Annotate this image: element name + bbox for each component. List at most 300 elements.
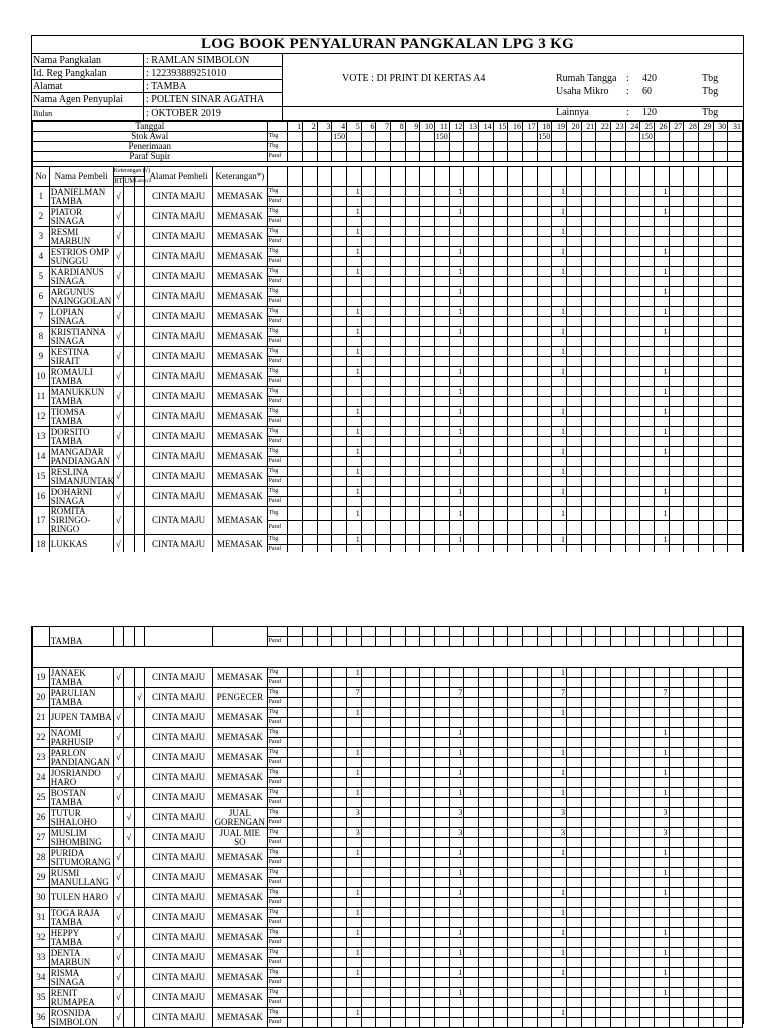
table-cell	[728, 778, 743, 788]
table-cell	[391, 818, 406, 828]
table-cell	[113, 627, 123, 647]
rt-check: √	[113, 888, 123, 908]
table-cell	[391, 427, 406, 437]
tbg-label: Tbg	[267, 728, 288, 738]
table-cell	[303, 497, 318, 507]
table-cell	[669, 397, 684, 407]
buyer-name: MUSLIM SIHOMBING	[49, 828, 113, 848]
table-cell	[684, 227, 699, 237]
table-cell	[405, 678, 420, 688]
table-cell	[508, 377, 523, 387]
table-cell	[581, 347, 596, 357]
buyer-name: RESLINA SIMANJUNTAK	[50, 466, 115, 486]
table-cell	[347, 417, 362, 427]
table-cell	[405, 627, 420, 637]
table-cell	[361, 417, 376, 427]
table-cell	[391, 317, 406, 327]
buyer-name: ROMITA SIRINGO-RINGO	[49, 507, 113, 535]
table-cell	[581, 487, 596, 497]
table-cell	[303, 507, 318, 521]
table-cell	[435, 167, 450, 187]
table-cell	[640, 535, 655, 545]
table-cell	[435, 888, 450, 898]
table-cell	[625, 678, 640, 688]
tube-count: 1	[347, 708, 362, 718]
table-cell	[537, 988, 552, 998]
buyer-name: DANIELMAN TAMBA	[49, 187, 113, 207]
table-cell	[552, 287, 567, 297]
table-cell	[537, 708, 552, 718]
table-cell	[566, 708, 581, 718]
table-cell	[464, 688, 479, 698]
table-cell	[522, 217, 537, 227]
table-cell	[493, 698, 508, 708]
table-cell	[698, 637, 713, 647]
table-cell	[537, 467, 552, 477]
table-cell	[493, 207, 508, 217]
table-cell	[522, 627, 537, 637]
table-cell	[420, 748, 435, 758]
table-cell	[581, 938, 596, 948]
tube-count: 1	[654, 788, 669, 798]
table-cell	[581, 277, 596, 287]
table-cell	[566, 908, 581, 918]
buyer-name: BOSTAN TAMBA	[49, 788, 113, 808]
table-cell	[522, 477, 537, 487]
table-cell	[596, 637, 611, 647]
stok-awal-value: 150	[538, 132, 551, 141]
table-cell	[405, 152, 420, 162]
table-cell	[669, 347, 684, 357]
table-cell	[332, 277, 347, 287]
table-cell	[508, 427, 523, 437]
table-cell	[303, 397, 318, 407]
table-cell	[376, 467, 391, 477]
tube-count: 1	[449, 287, 464, 297]
tube-count: 1	[449, 948, 464, 958]
table-cell	[288, 798, 303, 808]
table-cell	[728, 197, 743, 207]
table-cell	[391, 327, 406, 337]
table-cell	[684, 1008, 699, 1018]
table-cell	[640, 768, 655, 778]
table-cell	[493, 497, 508, 507]
table-cell	[449, 497, 464, 507]
table-cell	[479, 467, 494, 477]
row-number: 22	[33, 728, 50, 748]
buyer-name: ROSNIDA SIMBOLON	[49, 1008, 113, 1028]
table-row	[33, 928, 743, 938]
table-cell	[610, 637, 625, 647]
table-cell	[347, 698, 362, 708]
summary-value: 420	[642, 73, 657, 84]
table-cell	[669, 247, 684, 257]
table-cell	[347, 297, 362, 307]
paraf-label: Paraf	[267, 918, 288, 928]
table-cell	[537, 818, 552, 828]
table-cell	[684, 427, 699, 437]
table-cell	[669, 958, 684, 968]
row-number: 6	[33, 287, 50, 307]
table-cell	[610, 868, 625, 878]
table-cell	[640, 698, 655, 708]
table-cell	[684, 758, 699, 768]
table-cell	[332, 678, 347, 688]
table-cell	[596, 327, 611, 337]
table-cell	[361, 888, 376, 898]
table-cell	[537, 918, 552, 928]
table-cell	[625, 297, 640, 307]
day-header: 19	[552, 122, 567, 132]
table-cell	[625, 738, 640, 748]
table-cell	[684, 327, 699, 337]
table-cell	[698, 507, 713, 521]
table-cell	[566, 437, 581, 447]
table-cell	[625, 1008, 640, 1018]
table-cell	[303, 748, 318, 758]
table-cell	[581, 457, 596, 467]
table-cell	[610, 778, 625, 788]
table-cell	[420, 898, 435, 908]
table-cell	[581, 778, 596, 788]
table-cell	[464, 187, 479, 197]
table-cell	[288, 427, 303, 437]
table-cell	[391, 267, 406, 277]
tube-count: 1	[552, 1008, 567, 1018]
lainnya-check	[134, 207, 144, 227]
table-cell	[669, 287, 684, 297]
table-cell	[581, 637, 596, 647]
table-cell	[405, 197, 420, 207]
table-cell	[566, 627, 581, 637]
table-cell	[361, 521, 376, 535]
table-cell	[640, 487, 655, 497]
table-cell	[435, 487, 450, 497]
table-cell	[405, 187, 420, 197]
table-cell	[376, 818, 391, 828]
table-cell	[479, 487, 494, 497]
table-cell	[625, 132, 640, 142]
table-cell	[361, 798, 376, 808]
table-cell	[610, 132, 625, 142]
table-cell	[347, 377, 362, 387]
table-cell	[332, 818, 347, 828]
table-cell	[464, 227, 479, 237]
table-cell	[654, 678, 669, 688]
table-cell	[566, 788, 581, 798]
table-cell	[610, 467, 625, 477]
table-cell	[493, 467, 508, 477]
table-cell	[508, 227, 523, 237]
table-cell	[522, 918, 537, 928]
table-cell	[479, 535, 494, 545]
table-cell	[537, 217, 552, 227]
table-cell	[581, 257, 596, 267]
table-cell	[303, 167, 318, 187]
table-cell	[391, 521, 406, 535]
table-cell	[625, 367, 640, 377]
table-cell	[288, 132, 303, 142]
table-cell	[391, 708, 406, 718]
table-cell	[698, 858, 713, 868]
table-cell	[493, 627, 508, 637]
table-cell	[684, 888, 699, 898]
table-cell	[654, 978, 669, 988]
buyer-address: CINTA MAJU	[145, 928, 213, 948]
table-cell	[376, 327, 391, 337]
tbg-label: Tbg	[267, 367, 288, 377]
table-cell	[508, 142, 523, 152]
table-cell	[566, 267, 581, 277]
table-cell	[33, 647, 743, 668]
table-cell	[640, 788, 655, 798]
table-cell	[728, 277, 743, 287]
table-cell	[449, 878, 464, 888]
table-cell	[303, 938, 318, 948]
table-cell	[566, 227, 581, 237]
table-cell	[581, 918, 596, 928]
table-cell	[537, 377, 552, 387]
table-cell	[537, 778, 552, 788]
table-cell	[537, 535, 552, 545]
table-cell	[405, 778, 420, 788]
table-cell	[581, 1008, 596, 1018]
lainnya-check	[134, 367, 144, 387]
table-cell	[464, 878, 479, 888]
table-cell	[288, 535, 303, 545]
table-cell	[361, 477, 376, 487]
table-cell	[332, 327, 347, 337]
table-cell	[361, 277, 376, 287]
table-cell	[698, 798, 713, 808]
table-cell	[288, 637, 303, 647]
table-cell	[479, 838, 494, 848]
table-cell	[713, 477, 728, 487]
table-cell	[376, 958, 391, 968]
table-cell	[596, 688, 611, 698]
tube-count: 1	[552, 768, 567, 778]
table-cell	[479, 337, 494, 347]
table-cell	[728, 918, 743, 928]
table-cell	[728, 207, 743, 217]
table-cell	[317, 918, 332, 928]
table-cell	[596, 928, 611, 938]
table-cell	[552, 477, 567, 487]
table-cell	[405, 497, 420, 507]
table-cell	[493, 898, 508, 908]
table-cell	[713, 758, 728, 768]
table-cell	[435, 257, 450, 267]
table-cell	[713, 928, 728, 938]
table-cell	[449, 297, 464, 307]
table-cell	[361, 818, 376, 828]
table-cell	[464, 357, 479, 367]
table-cell	[449, 998, 464, 1008]
table-cell	[713, 627, 728, 637]
table-cell	[669, 728, 684, 738]
table-cell	[596, 357, 611, 367]
table-cell	[464, 197, 479, 207]
buyer-address: CINTA MAJU	[145, 848, 213, 868]
table-cell	[537, 267, 552, 277]
table-cell	[698, 207, 713, 217]
table-cell	[493, 447, 508, 457]
table-cell	[552, 678, 567, 688]
table-cell	[288, 898, 303, 908]
rt-check: √	[113, 227, 123, 247]
table-cell	[581, 838, 596, 848]
buyer-note: MEMASAK	[213, 928, 267, 948]
table-cell	[640, 477, 655, 487]
table-cell	[669, 828, 684, 838]
table-cell	[728, 678, 743, 688]
table-cell	[332, 798, 347, 808]
um-check	[124, 668, 134, 688]
table-cell	[684, 187, 699, 197]
table-cell	[654, 132, 669, 142]
lainnya-check	[134, 888, 144, 908]
table-cell	[376, 728, 391, 738]
table-cell	[669, 678, 684, 688]
table-cell	[640, 708, 655, 718]
table-cell	[361, 267, 376, 277]
table-cell	[347, 868, 362, 878]
table-cell	[391, 377, 406, 387]
table-cell	[479, 1018, 494, 1028]
um-check	[124, 267, 134, 287]
table-cell	[435, 688, 450, 698]
table-cell	[391, 998, 406, 1008]
table-cell	[376, 407, 391, 417]
table-cell	[435, 878, 450, 888]
table-cell	[376, 535, 391, 545]
table-cell	[537, 938, 552, 948]
table-cell	[493, 808, 508, 818]
table-cell	[610, 838, 625, 848]
table-cell	[288, 758, 303, 768]
table-cell	[493, 718, 508, 728]
table-cell	[566, 778, 581, 788]
row-number: 24	[33, 768, 50, 788]
um-check	[124, 207, 134, 227]
table-cell	[610, 828, 625, 838]
table-cell	[522, 187, 537, 197]
table-cell	[537, 868, 552, 878]
table-cell	[332, 868, 347, 878]
table-cell	[640, 928, 655, 938]
table-cell	[464, 778, 479, 788]
table-cell	[449, 277, 464, 287]
rt-check	[113, 688, 123, 708]
table-cell	[610, 397, 625, 407]
paraf-label: Paraf	[267, 545, 288, 555]
table-cell	[698, 698, 713, 708]
table-cell	[669, 217, 684, 227]
table-cell	[332, 497, 347, 507]
table-cell	[581, 377, 596, 387]
table-cell	[479, 948, 494, 958]
table-cell	[654, 637, 669, 647]
tube-count: 1	[347, 748, 362, 758]
table-cell	[288, 417, 303, 427]
table-cell	[654, 878, 669, 888]
um-check	[124, 848, 134, 868]
table-cell	[654, 698, 669, 708]
day-header: 24	[625, 122, 640, 132]
table-cell	[405, 317, 420, 327]
table-cell	[464, 938, 479, 948]
table-cell	[654, 357, 669, 367]
table-cell	[464, 535, 479, 545]
table-cell	[376, 808, 391, 818]
table-cell	[288, 247, 303, 257]
table-cell	[522, 1008, 537, 1018]
buyer-address: CINTA MAJU	[145, 267, 213, 287]
table-cell	[508, 347, 523, 357]
table-cell	[376, 207, 391, 217]
table-cell	[581, 698, 596, 708]
table-cell	[361, 738, 376, 748]
table-cell	[698, 768, 713, 778]
table-cell	[728, 152, 743, 162]
lainnya-header: Lainnya	[134, 177, 144, 187]
table-cell	[405, 978, 420, 988]
table-cell	[317, 888, 332, 898]
table-cell	[728, 132, 743, 142]
table-cell	[464, 152, 479, 162]
table-row	[33, 407, 743, 417]
table-cell	[610, 187, 625, 197]
table-row	[33, 387, 743, 397]
table-cell	[464, 247, 479, 257]
tbg-label: Tbg	[267, 848, 288, 858]
summary-colon: :	[626, 86, 629, 97]
table-cell	[728, 377, 743, 387]
table-cell	[625, 521, 640, 535]
table-cell	[391, 447, 406, 457]
table-cell	[581, 132, 596, 142]
tube-count: 1	[654, 728, 669, 738]
table-cell	[493, 778, 508, 788]
buyer-note: MEMASAK	[213, 187, 267, 207]
table-cell	[669, 908, 684, 918]
table-cell	[317, 197, 332, 207]
table-cell	[361, 848, 376, 858]
table-cell	[288, 167, 303, 187]
table-cell	[435, 197, 450, 207]
table-cell	[552, 297, 567, 307]
table-cell	[552, 521, 567, 535]
table-cell	[566, 197, 581, 207]
paraf-label: Paraf	[267, 858, 288, 868]
table-cell	[566, 838, 581, 848]
buyer-note: MEMASAK	[213, 908, 267, 928]
summary-label: Lainnya	[556, 107, 589, 118]
table-cell	[420, 858, 435, 868]
table-cell	[493, 878, 508, 888]
um-check	[124, 748, 134, 768]
table-cell	[332, 637, 347, 647]
table-cell	[391, 387, 406, 397]
table-cell	[698, 187, 713, 197]
table-cell	[361, 152, 376, 162]
table-cell	[713, 237, 728, 247]
table-cell	[376, 457, 391, 467]
table-cell	[332, 858, 347, 868]
table-cell	[449, 132, 464, 142]
table-cell	[405, 758, 420, 768]
table-cell	[508, 337, 523, 347]
